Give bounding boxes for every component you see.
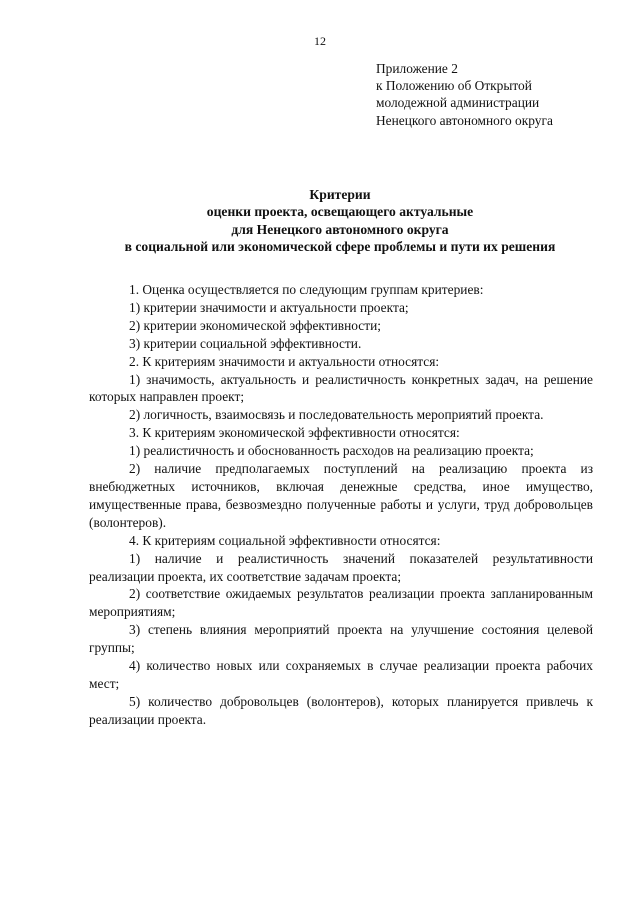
paragraph: 2. К критериям значимости и актуальности относятся:	[129, 353, 440, 369]
appendix-line: молодежной администрации	[376, 95, 540, 111]
paragraph: 2) наличие предполагаемых поступлений на реализацию проекта из внебюджетных источников, включая денежные средства, иное имущество, имущественные права, безвозмездно полученные работы и услуги, труд добровольцев (волонтеров).	[89, 461, 593, 530]
paragraph: 1) наличие и реалистичность значений показателей результативности реализации проекта, их соответствие задачам проекта;	[89, 550, 593, 584]
paragraph: 1. Оценка осуществляется по следующим группам критериев:	[129, 282, 484, 297]
paragraph: 2) критерии экономической эффективности;	[129, 317, 381, 333]
paragraph: 4) количество новых или сохраняемых в случае реализации проекта рабочих мест;	[89, 658, 593, 691]
paragraph: 1) значимость, актуальность и реалистичность конкретных задач, на решение которых направлен проект;	[89, 371, 593, 405]
paragraph: 1) реалистичность и обоснованность расходов на реализацию проекта;	[129, 443, 534, 459]
appendix-reference	[376, 60, 616, 129]
appendix-line: Ненецкого автономного округа	[376, 112, 553, 128]
title-line: Критерии	[309, 187, 371, 202]
appendix-line: к Положению об Открытой	[376, 78, 532, 94]
appendix-line: Приложение 2	[376, 61, 458, 76]
paragraph: 3) критерии социальной эффективности.	[129, 335, 362, 351]
title-line: оценки проекта, освещающего актуальные	[206, 204, 474, 220]
document-title	[80, 186, 600, 256]
paragraph: 1) критерии значимости и актуальности проекта;	[129, 299, 409, 315]
paragraph: 2) соответствие ожидаемых результатов реализации проекта запланированным мероприятиям;	[89, 586, 593, 620]
paragraph: 2) логичность, взаимосвязь и последовательность мероприятий проекта.	[129, 407, 544, 423]
title-line: для Ненецкого автономного округа	[231, 221, 449, 237]
paragraph: 3) степень влияния мероприятий проекта на улучшение состояния целевой группы;	[89, 622, 593, 656]
page-number: 12	[314, 34, 326, 48]
document-body	[89, 281, 593, 729]
title-line: в социальной или экономической сфере проблемы и пути их решения	[124, 239, 556, 255]
paragraph: 3. К критериям экономической эффективности относятся:	[129, 425, 460, 441]
paragraph: 4. К критериям социальной эффективности относятся:	[129, 532, 441, 548]
paragraph: 5) количество добровольцев (волонтеров), которых планируется привлечь к реализации проекта.	[89, 693, 593, 727]
